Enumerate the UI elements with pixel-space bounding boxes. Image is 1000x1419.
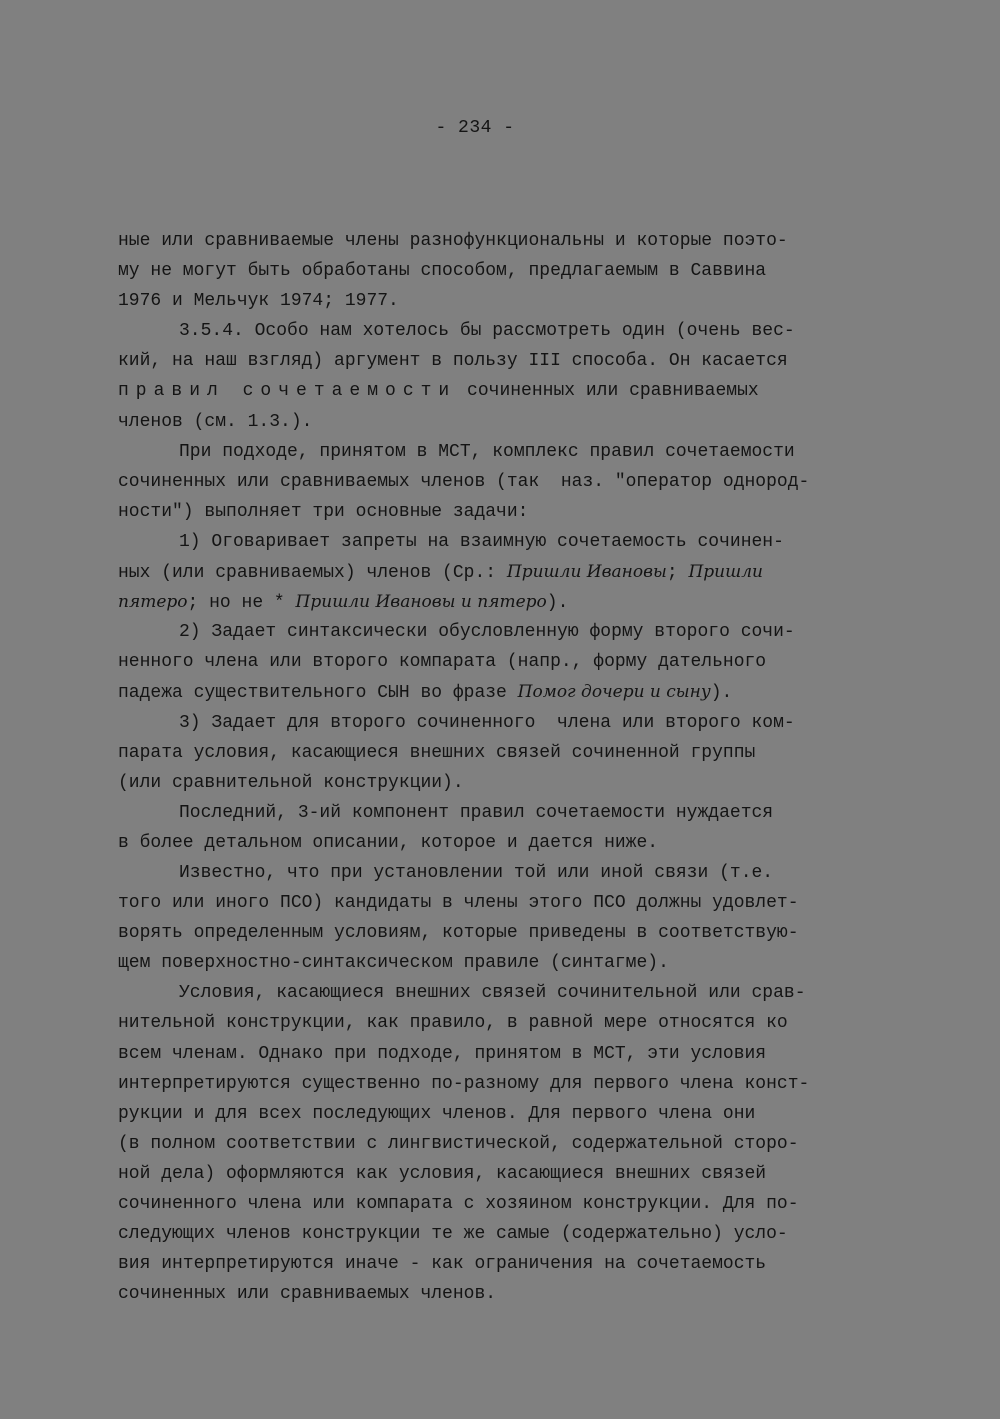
text-line: членов (см. 1.3.). [118, 411, 313, 432]
text-line: (в полном соответствии с лингвистической, содержательной сторо- [118, 1133, 799, 1154]
text-line: 1) Оговаривает запреты на взаимную сочетаемость сочинен- [179, 531, 784, 552]
text-run: ). [546, 593, 569, 614]
text-line: сочиненного члена или компарата с хозяином конструкции. Для по- [118, 1194, 799, 1214]
text-line: ной дела) оформляются как условия, касающиеся внешних связей [118, 1163, 767, 1184]
text-run: сочиненных или сравниваемых [456, 381, 759, 402]
text-line: 1976 и Мельчук 1974; 1977. [118, 291, 399, 312]
text-line: ворять определенным условиям, которые приведены в соответствую- [118, 923, 799, 944]
text-run: ). [710, 683, 733, 704]
text-line: ненного члена или второго компарата (напр., форму дательного [118, 652, 767, 673]
text-line: При подходе, принятом в МСТ, комплекс правил сочетаемости [179, 441, 795, 462]
text-line: сочиненных или сравниваемых членов (так наз. "оператор однород- [118, 471, 810, 492]
text-line [118, 376, 898, 406]
text-line: нительной конструкции, как правило, в равной мере относятся ко [118, 1013, 788, 1034]
text-run: падежа существительного СЫН во фразе [118, 683, 518, 704]
page-number: - 234 - [435, 118, 515, 138]
text-line: интерпретируются существенно по-разному для первого члена конст- [118, 1073, 810, 1094]
text-line: Условия, касающиеся внешних связей сочинительной или срав- [179, 983, 806, 1004]
text-line: му не могут быть обработаны способом, предлагаемым в Саввина [118, 261, 767, 282]
text-run: ; но не * [187, 593, 296, 614]
text-line: 3) Задает для второго сочиненного члена или второго ком- [179, 712, 795, 733]
text-line: в более детальном описании, которое и дается ниже. [118, 832, 659, 853]
text-line: рукции и для всех последующих членов. Для первого члена они [118, 1103, 756, 1124]
text-run: ; [666, 563, 689, 584]
example-italic: Пришли Ивановы [506, 562, 667, 583]
text-line [118, 587, 898, 617]
example-italic: Пришли [688, 562, 763, 583]
text-line: всем членам. Однако при подходе, принятом в МСТ, эти условия [118, 1043, 767, 1064]
text-run: ных (или сравниваемых) членов (Ср.: [118, 563, 507, 584]
text-line: щем поверхностно-синтаксическом правиле (синтагме). [118, 953, 669, 974]
body-text [118, 226, 898, 1309]
text-line [118, 557, 898, 587]
text-line: вия интерпретируются иначе - как ограничения на сочетаемость [118, 1254, 767, 1275]
text-line: 2) Задает синтаксически обусловленную форму второго сочи- [179, 622, 795, 643]
text-line: Последний, 3-ий компонент правил сочетаемости нуждается [179, 802, 774, 823]
spaced-emphasis: правил сочетаемости [118, 381, 457, 402]
text-line: ности") выполняет три основные задачи: [118, 501, 529, 522]
text-line: ные или сравниваемые члены разнофункциональны и которые поэто- [118, 231, 788, 251]
example-italic: пятеро [118, 592, 188, 613]
example-italic: Пришли Ивановы и пятеро [295, 592, 547, 613]
text-line: парата условия, касающиеся внешних связей сочиненной группы [118, 742, 756, 763]
text-line: Известно, что при установлении той или иной связи (т.е. [179, 862, 774, 883]
example-italic: Помог дочери и сыну [517, 682, 711, 703]
text-line: (или сравнительной конструкции). [118, 772, 464, 793]
text-line: 3.5.4. Особо нам хотелось бы рассмотреть один (очень вес- [179, 321, 795, 342]
text-line [118, 677, 898, 707]
text-line: сочиненных или сравниваемых членов. [118, 1284, 497, 1305]
text-line: того или иного ПСО) кандидаты в члены этого ПСО должны удовлет- [118, 893, 799, 914]
text-line: следующих членов конструкции те же самые (содержательно) усло- [118, 1224, 788, 1245]
text-line: кий, на наш взгляд) аргумент в пользу III способа. Он касается [118, 351, 788, 372]
